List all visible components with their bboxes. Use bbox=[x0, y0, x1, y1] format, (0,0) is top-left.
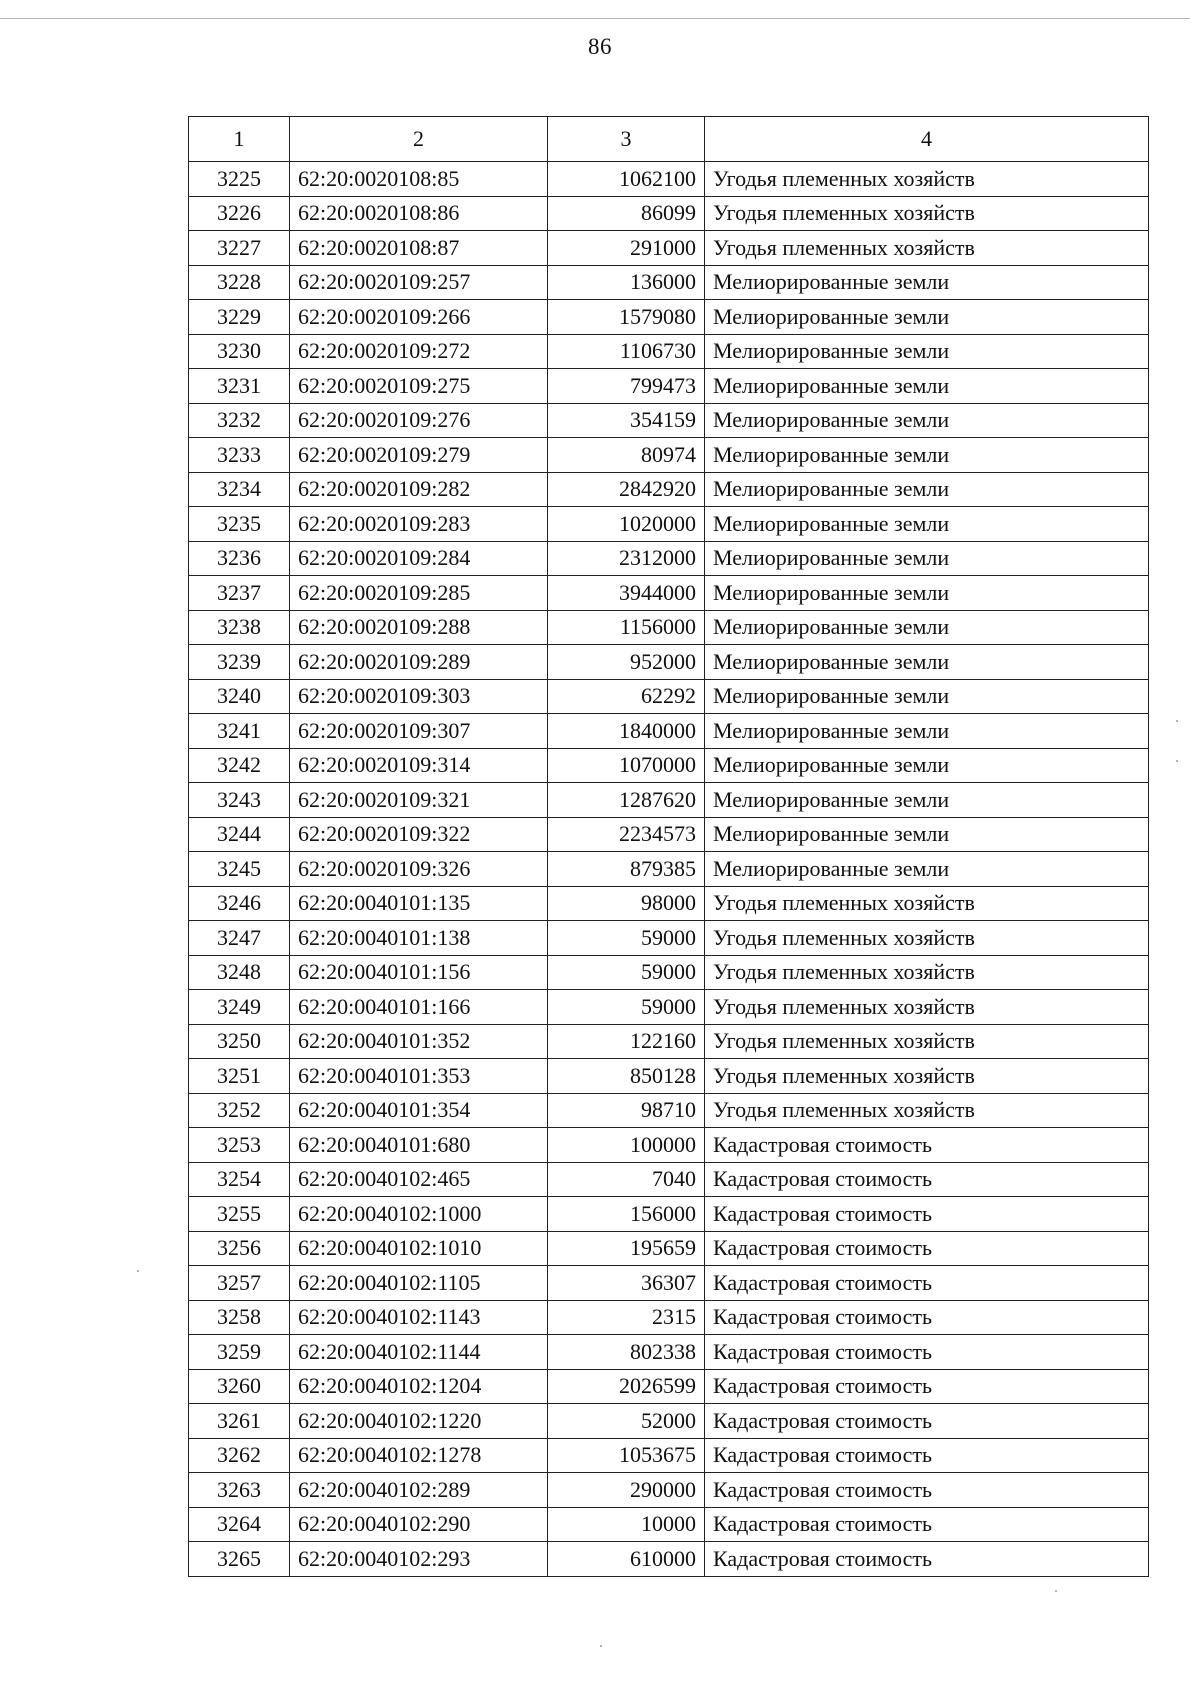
category-cell: Мелиорированные земли bbox=[705, 817, 1149, 852]
category-cell: Угодья племенных хозяйств bbox=[705, 1024, 1149, 1059]
row-number-cell: 3254 bbox=[189, 1162, 290, 1197]
cadastral-number-cell: 62:20:0040102:1000 bbox=[290, 1197, 548, 1232]
table-row bbox=[189, 1335, 1149, 1370]
table-row bbox=[189, 990, 1149, 1025]
row-number-cell: 3246 bbox=[189, 886, 290, 921]
value-cell: 98710 bbox=[548, 1093, 705, 1128]
cadastral-number-cell: 62:20:0020109:288 bbox=[290, 610, 548, 645]
category-cell: Кадастровая стоимость bbox=[705, 1197, 1149, 1232]
row-number-cell: 3249 bbox=[189, 990, 290, 1025]
category-cell: Угодья племенных хозяйств bbox=[705, 921, 1149, 956]
table-row bbox=[189, 507, 1149, 542]
row-number-cell: 3253 bbox=[189, 1128, 290, 1163]
value-cell: 59000 bbox=[548, 921, 705, 956]
table-row bbox=[189, 1507, 1149, 1542]
scan-speck bbox=[137, 1270, 139, 1272]
row-number-cell: 3257 bbox=[189, 1266, 290, 1301]
category-cell: Мелиорированные земли bbox=[705, 679, 1149, 714]
table-row bbox=[189, 438, 1149, 473]
value-cell: 952000 bbox=[548, 645, 705, 680]
cadastral-number-cell: 62:20:0040101:138 bbox=[290, 921, 548, 956]
table-row bbox=[189, 472, 1149, 507]
category-cell: Кадастровая стоимость bbox=[705, 1404, 1149, 1439]
value-cell: 36307 bbox=[548, 1266, 705, 1301]
value-cell: 122160 bbox=[548, 1024, 705, 1059]
cadastral-number-cell: 62:20:0020109:321 bbox=[290, 783, 548, 818]
value-cell: 1287620 bbox=[548, 783, 705, 818]
row-number-cell: 3234 bbox=[189, 472, 290, 507]
row-number-cell: 3240 bbox=[189, 679, 290, 714]
category-cell: Мелиорированные земли bbox=[705, 714, 1149, 749]
value-cell: 195659 bbox=[548, 1231, 705, 1266]
value-cell: 799473 bbox=[548, 369, 705, 404]
cadastral-number-cell: 62:20:0040102:293 bbox=[290, 1542, 548, 1577]
row-number-cell: 3233 bbox=[189, 438, 290, 473]
category-cell: Кадастровая стоимость bbox=[705, 1438, 1149, 1473]
cadastral-number-cell: 62:20:0020109:314 bbox=[290, 748, 548, 783]
table-row bbox=[189, 1059, 1149, 1094]
row-number-cell: 3244 bbox=[189, 817, 290, 852]
value-cell: 2842920 bbox=[548, 472, 705, 507]
value-cell: 1053675 bbox=[548, 1438, 705, 1473]
table-row bbox=[189, 955, 1149, 990]
row-number-cell: 3227 bbox=[189, 231, 290, 266]
row-number-cell: 3232 bbox=[189, 403, 290, 438]
value-cell: 62292 bbox=[548, 679, 705, 714]
table-row bbox=[189, 541, 1149, 576]
value-cell: 10000 bbox=[548, 1507, 705, 1542]
table-row bbox=[189, 162, 1149, 197]
category-cell: Угодья племенных хозяйств bbox=[705, 162, 1149, 197]
category-cell: Кадастровая стоимость bbox=[705, 1473, 1149, 1508]
table-row bbox=[189, 645, 1149, 680]
table-row bbox=[189, 1231, 1149, 1266]
land-parcels-table bbox=[188, 116, 1149, 1577]
table-row bbox=[189, 1438, 1149, 1473]
table-row bbox=[189, 610, 1149, 645]
row-number-cell: 3256 bbox=[189, 1231, 290, 1266]
value-cell: 879385 bbox=[548, 852, 705, 887]
cadastral-number-cell: 62:20:0040101:156 bbox=[290, 955, 548, 990]
table-row bbox=[189, 679, 1149, 714]
cadastral-number-cell: 62:20:0040101:135 bbox=[290, 886, 548, 921]
category-cell: Кадастровая стоимость bbox=[705, 1162, 1149, 1197]
cadastral-number-cell: 62:20:0040102:1010 bbox=[290, 1231, 548, 1266]
category-cell: Мелиорированные земли bbox=[705, 369, 1149, 404]
cadastral-number-cell: 62:20:0020109:276 bbox=[290, 403, 548, 438]
value-cell: 52000 bbox=[548, 1404, 705, 1439]
row-number-cell: 3259 bbox=[189, 1335, 290, 1370]
value-cell: 80974 bbox=[548, 438, 705, 473]
cadastral-number-cell: 62:20:0020109:283 bbox=[290, 507, 548, 542]
cadastral-number-cell: 62:20:0040101:354 bbox=[290, 1093, 548, 1128]
row-number-cell: 3264 bbox=[189, 1507, 290, 1542]
header-cell-3: 3 bbox=[548, 117, 705, 162]
value-cell: 86099 bbox=[548, 196, 705, 231]
row-number-cell: 3238 bbox=[189, 610, 290, 645]
cadastral-number-cell: 62:20:0020109:303 bbox=[290, 679, 548, 714]
cadastral-number-cell: 62:20:0020108:86 bbox=[290, 196, 548, 231]
value-cell: 850128 bbox=[548, 1059, 705, 1094]
category-cell: Мелиорированные земли bbox=[705, 472, 1149, 507]
cadastral-number-cell: 62:20:0020108:85 bbox=[290, 162, 548, 197]
category-cell: Кадастровая стоимость bbox=[705, 1128, 1149, 1163]
table-row bbox=[189, 1197, 1149, 1232]
category-cell: Угодья племенных хозяйств bbox=[705, 196, 1149, 231]
category-cell: Кадастровая стоимость bbox=[705, 1300, 1149, 1335]
table-row bbox=[189, 1162, 1149, 1197]
category-cell: Угодья племенных хозяйств bbox=[705, 1059, 1149, 1094]
cadastral-number-cell: 62:20:0020109:322 bbox=[290, 817, 548, 852]
category-cell: Мелиорированные земли bbox=[705, 334, 1149, 369]
value-cell: 7040 bbox=[548, 1162, 705, 1197]
value-cell: 1062100 bbox=[548, 162, 705, 197]
value-cell: 1840000 bbox=[548, 714, 705, 749]
value-cell: 1020000 bbox=[548, 507, 705, 542]
scan-speck bbox=[1176, 760, 1178, 762]
category-cell: Мелиорированные земли bbox=[705, 783, 1149, 818]
table-row bbox=[189, 1024, 1149, 1059]
cadastral-number-cell: 62:20:0020109:275 bbox=[290, 369, 548, 404]
table-body bbox=[189, 162, 1149, 1577]
cadastral-number-cell: 62:20:0040102:1143 bbox=[290, 1300, 548, 1335]
category-cell: Угодья племенных хозяйств bbox=[705, 955, 1149, 990]
table-row bbox=[189, 231, 1149, 266]
table-row bbox=[189, 369, 1149, 404]
category-cell: Мелиорированные земли bbox=[705, 507, 1149, 542]
table-row bbox=[189, 1266, 1149, 1301]
cadastral-number-cell: 62:20:0040102:1278 bbox=[290, 1438, 548, 1473]
row-number-cell: 3243 bbox=[189, 783, 290, 818]
table-row bbox=[189, 1473, 1149, 1508]
row-number-cell: 3235 bbox=[189, 507, 290, 542]
cadastral-number-cell: 62:20:0020108:87 bbox=[290, 231, 548, 266]
value-cell: 59000 bbox=[548, 955, 705, 990]
row-number-cell: 3230 bbox=[189, 334, 290, 369]
cadastral-number-cell: 62:20:0040101:352 bbox=[290, 1024, 548, 1059]
value-cell: 802338 bbox=[548, 1335, 705, 1370]
row-number-cell: 3248 bbox=[189, 955, 290, 990]
value-cell: 2312000 bbox=[548, 541, 705, 576]
row-number-cell: 3245 bbox=[189, 852, 290, 887]
table-row bbox=[189, 714, 1149, 749]
row-number-cell: 3258 bbox=[189, 1300, 290, 1335]
category-cell: Кадастровая стоимость bbox=[705, 1542, 1149, 1577]
value-cell: 1070000 bbox=[548, 748, 705, 783]
cadastral-number-cell: 62:20:0040102:289 bbox=[290, 1473, 548, 1508]
table-row bbox=[189, 817, 1149, 852]
category-cell: Кадастровая стоимость bbox=[705, 1507, 1149, 1542]
value-cell: 610000 bbox=[548, 1542, 705, 1577]
table-header bbox=[189, 117, 1149, 162]
value-cell: 98000 bbox=[548, 886, 705, 921]
category-cell: Угодья племенных хозяйств bbox=[705, 886, 1149, 921]
table-row bbox=[189, 1093, 1149, 1128]
cadastral-number-cell: 62:20:0020109:272 bbox=[290, 334, 548, 369]
category-cell: Мелиорированные земли bbox=[705, 852, 1149, 887]
table-row bbox=[189, 921, 1149, 956]
category-cell: Угодья племенных хозяйств bbox=[705, 990, 1149, 1025]
category-cell: Мелиорированные земли bbox=[705, 610, 1149, 645]
table-row bbox=[189, 300, 1149, 335]
cadastral-number-cell: 62:20:0020109:257 bbox=[290, 265, 548, 300]
table-row bbox=[189, 852, 1149, 887]
header-cell-2: 2 bbox=[290, 117, 548, 162]
value-cell: 156000 bbox=[548, 1197, 705, 1232]
category-cell: Мелиорированные земли bbox=[705, 438, 1149, 473]
scan-speck bbox=[600, 1645, 602, 1647]
scan-speck bbox=[1055, 1590, 1057, 1592]
table-row bbox=[189, 1404, 1149, 1439]
header-cell-4: 4 bbox=[705, 117, 1149, 162]
cadastral-number-cell: 62:20:0040102:465 bbox=[290, 1162, 548, 1197]
value-cell: 290000 bbox=[548, 1473, 705, 1508]
row-number-cell: 3265 bbox=[189, 1542, 290, 1577]
cadastral-number-cell: 62:20:0040102:1105 bbox=[290, 1266, 548, 1301]
cadastral-number-cell: 62:20:0040102:1204 bbox=[290, 1369, 548, 1404]
category-cell: Мелиорированные земли bbox=[705, 403, 1149, 438]
category-cell: Угодья племенных хозяйств bbox=[705, 231, 1149, 266]
category-cell: Кадастровая стоимость bbox=[705, 1231, 1149, 1266]
value-cell: 291000 bbox=[548, 231, 705, 266]
category-cell: Мелиорированные земли bbox=[705, 748, 1149, 783]
scan-edge-line bbox=[0, 18, 1190, 19]
value-cell: 2234573 bbox=[548, 817, 705, 852]
value-cell: 354159 bbox=[548, 403, 705, 438]
table-row bbox=[189, 1369, 1149, 1404]
cadastral-number-cell: 62:20:0040101:166 bbox=[290, 990, 548, 1025]
row-number-cell: 3261 bbox=[189, 1404, 290, 1439]
page-number: 86 bbox=[588, 34, 612, 59]
row-number-cell: 3247 bbox=[189, 921, 290, 956]
row-number-cell: 3252 bbox=[189, 1093, 290, 1128]
header-row bbox=[189, 117, 1149, 162]
row-number-cell: 3250 bbox=[189, 1024, 290, 1059]
cadastral-number-cell: 62:20:0020109:266 bbox=[290, 300, 548, 335]
row-number-cell: 3226 bbox=[189, 196, 290, 231]
cadastral-number-cell: 62:20:0020109:282 bbox=[290, 472, 548, 507]
value-cell: 1579080 bbox=[548, 300, 705, 335]
cadastral-number-cell: 62:20:0020109:279 bbox=[290, 438, 548, 473]
table-row bbox=[189, 748, 1149, 783]
value-cell: 100000 bbox=[548, 1128, 705, 1163]
row-number-cell: 3251 bbox=[189, 1059, 290, 1094]
row-number-cell: 3263 bbox=[189, 1473, 290, 1508]
row-number-cell: 3236 bbox=[189, 541, 290, 576]
cadastral-number-cell: 62:20:0020109:326 bbox=[290, 852, 548, 887]
cadastral-number-cell: 62:20:0020109:307 bbox=[290, 714, 548, 749]
table-row bbox=[189, 1300, 1149, 1335]
row-number-cell: 3255 bbox=[189, 1197, 290, 1232]
cadastral-number-cell: 62:20:0040102:1220 bbox=[290, 1404, 548, 1439]
row-number-cell: 3237 bbox=[189, 576, 290, 611]
category-cell: Кадастровая стоимость bbox=[705, 1369, 1149, 1404]
category-cell: Угодья племенных хозяйств bbox=[705, 1093, 1149, 1128]
row-number-cell: 3241 bbox=[189, 714, 290, 749]
value-cell: 1156000 bbox=[548, 610, 705, 645]
cadastral-number-cell: 62:20:0020109:289 bbox=[290, 645, 548, 680]
category-cell: Мелиорированные земли bbox=[705, 645, 1149, 680]
value-cell: 1106730 bbox=[548, 334, 705, 369]
table-row bbox=[189, 334, 1149, 369]
category-cell: Мелиорированные земли bbox=[705, 576, 1149, 611]
table-row bbox=[189, 403, 1149, 438]
row-number-cell: 3242 bbox=[189, 748, 290, 783]
cadastral-number-cell: 62:20:0020109:285 bbox=[290, 576, 548, 611]
cadastral-number-cell: 62:20:0020109:284 bbox=[290, 541, 548, 576]
value-cell: 2315 bbox=[548, 1300, 705, 1335]
row-number-cell: 3225 bbox=[189, 162, 290, 197]
scan-speck bbox=[1176, 720, 1178, 722]
row-number-cell: 3228 bbox=[189, 265, 290, 300]
cadastral-number-cell: 62:20:0040102:1144 bbox=[290, 1335, 548, 1370]
header-cell-1: 1 bbox=[189, 117, 290, 162]
row-number-cell: 3229 bbox=[189, 300, 290, 335]
value-cell: 2026599 bbox=[548, 1369, 705, 1404]
value-cell: 136000 bbox=[548, 265, 705, 300]
row-number-cell: 3239 bbox=[189, 645, 290, 680]
category-cell: Мелиорированные земли bbox=[705, 300, 1149, 335]
cadastral-number-cell: 62:20:0040101:680 bbox=[290, 1128, 548, 1163]
row-number-cell: 3231 bbox=[189, 369, 290, 404]
category-cell: Кадастровая стоимость bbox=[705, 1335, 1149, 1370]
table-row bbox=[189, 1128, 1149, 1163]
table-row bbox=[189, 196, 1149, 231]
row-number-cell: 3262 bbox=[189, 1438, 290, 1473]
category-cell: Мелиорированные земли bbox=[705, 541, 1149, 576]
table-row bbox=[189, 886, 1149, 921]
table-row bbox=[189, 1542, 1149, 1577]
cadastral-number-cell: 62:20:0040102:290 bbox=[290, 1507, 548, 1542]
table-row bbox=[189, 783, 1149, 818]
value-cell: 3944000 bbox=[548, 576, 705, 611]
category-cell: Мелиорированные земли bbox=[705, 265, 1149, 300]
category-cell: Кадастровая стоимость bbox=[705, 1266, 1149, 1301]
table-row bbox=[189, 576, 1149, 611]
table-row bbox=[189, 265, 1149, 300]
value-cell: 59000 bbox=[548, 990, 705, 1025]
row-number-cell: 3260 bbox=[189, 1369, 290, 1404]
cadastral-number-cell: 62:20:0040101:353 bbox=[290, 1059, 548, 1094]
